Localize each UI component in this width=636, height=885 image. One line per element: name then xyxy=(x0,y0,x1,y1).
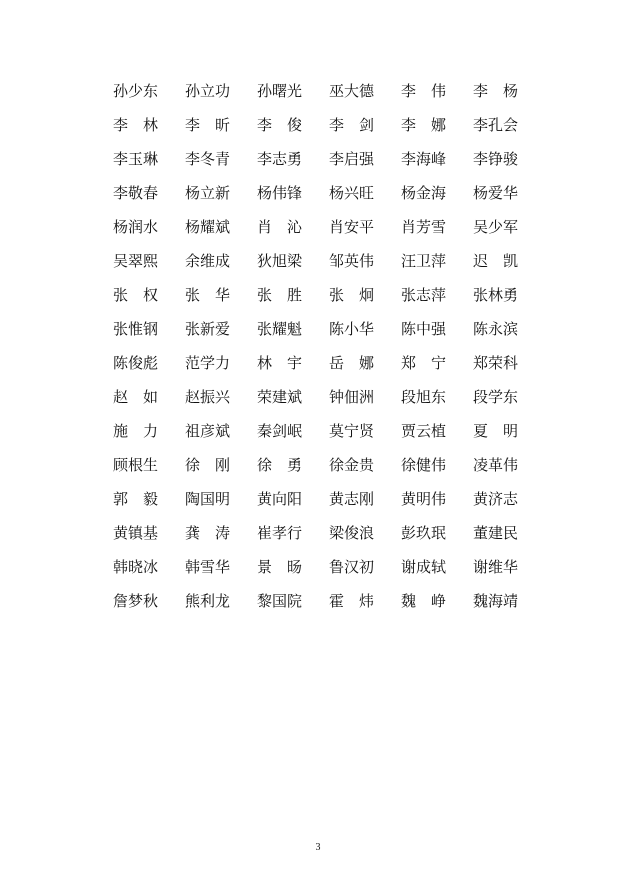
name-entry: 李 剑 xyxy=(329,116,375,134)
name-entry: 邹英伟 xyxy=(329,252,375,270)
name-entry: 韩晓冰 xyxy=(113,558,159,576)
name-entry: 巫大德 xyxy=(329,82,375,100)
name-entry: 张耀魁 xyxy=(257,320,303,338)
name-entry: 孙少东 xyxy=(113,82,159,100)
name-entry: 李 伟 xyxy=(401,82,447,100)
name-entry: 张 胜 xyxy=(257,286,303,304)
name-entry: 李敬春 xyxy=(113,184,159,202)
name-entry: 杨耀斌 xyxy=(185,218,231,236)
name-entry: 肖安平 xyxy=(329,218,375,236)
name-entry: 郑 宁 xyxy=(401,354,447,372)
name-entry: 李 昕 xyxy=(185,116,231,134)
name-entry: 霍 炜 xyxy=(329,592,375,610)
name-list xyxy=(113,79,523,623)
name-entry: 崔孝行 xyxy=(257,524,303,542)
name-entry: 陈永滨 xyxy=(473,320,519,338)
name-entry: 李冬青 xyxy=(185,150,231,168)
name-entry: 龚 涛 xyxy=(185,524,231,542)
name-entry: 杨伟锋 xyxy=(257,184,303,202)
name-entry: 杨爱华 xyxy=(473,184,519,202)
name-entry: 余维成 xyxy=(185,252,231,270)
name-entry: 李铮骏 xyxy=(473,150,519,168)
name-entry: 林 宇 xyxy=(257,354,303,372)
name-entry: 郑荣科 xyxy=(473,354,519,372)
name-entry: 肖 沁 xyxy=(257,218,303,236)
name-entry: 韩雪华 xyxy=(185,558,231,576)
name-entry: 陈中强 xyxy=(401,320,447,338)
name-entry: 徐健伟 xyxy=(401,456,447,474)
name-entry: 李 杨 xyxy=(473,82,519,100)
name-entry: 李孔会 xyxy=(473,116,519,134)
name-entry: 狄旭梁 xyxy=(257,252,303,270)
name-entry: 陈俊彪 xyxy=(113,354,159,372)
name-entry: 李海峰 xyxy=(401,150,447,168)
name-entry: 岳 娜 xyxy=(329,354,375,372)
name-entry: 徐金贵 xyxy=(329,456,375,474)
name-entry: 景 旸 xyxy=(257,558,303,576)
name-entry: 张 华 xyxy=(185,286,231,304)
name-entry: 迟 凯 xyxy=(473,252,519,270)
name-entry: 黄镇基 xyxy=(113,524,159,542)
name-entry: 张新爱 xyxy=(185,320,231,338)
name-entry: 吴少军 xyxy=(473,218,519,236)
name-entry: 李启强 xyxy=(329,150,375,168)
name-entry: 黄向阳 xyxy=(257,490,303,508)
name-entry: 魏 峥 xyxy=(401,592,447,610)
name-entry: 郭 毅 xyxy=(113,490,159,508)
name-entry: 詹梦秋 xyxy=(113,592,159,610)
name-entry: 夏 明 xyxy=(473,422,519,440)
name-entry: 范学力 xyxy=(185,354,231,372)
name-entry: 梁俊浪 xyxy=(329,524,375,542)
name-entry: 顾根生 xyxy=(113,456,159,474)
name-entry: 张惟钢 xyxy=(113,320,159,338)
name-entry: 杨兴旺 xyxy=(329,184,375,202)
name-entry: 李 林 xyxy=(113,116,159,134)
name-entry: 凌革伟 xyxy=(473,456,519,474)
name-entry: 张志萍 xyxy=(401,286,447,304)
name-entry: 荣建斌 xyxy=(257,388,303,406)
name-entry: 段旭东 xyxy=(401,388,447,406)
name-entry: 吴翠熙 xyxy=(113,252,159,270)
name-entry: 陈小华 xyxy=(329,320,375,338)
name-entry: 孙立功 xyxy=(185,82,231,100)
name-entry: 肖芳雪 xyxy=(401,218,447,236)
name-entry: 钟佃洲 xyxy=(329,388,375,406)
name-entry: 陶国明 xyxy=(185,490,231,508)
name-entry: 张 权 xyxy=(113,286,159,304)
name-entry: 段学东 xyxy=(473,388,519,406)
name-entry: 汪卫萍 xyxy=(401,252,447,270)
name-entry: 祖彦斌 xyxy=(185,422,231,440)
name-entry: 张 炯 xyxy=(329,286,375,304)
name-entry: 杨润水 xyxy=(113,218,159,236)
name-entry: 谢维华 xyxy=(473,558,519,576)
page-number: 3 xyxy=(315,842,321,853)
name-entry: 施 力 xyxy=(113,422,159,440)
name-entry: 赵 如 xyxy=(113,388,159,406)
name-entry: 杨金海 xyxy=(401,184,447,202)
name-entry: 黎国院 xyxy=(257,592,303,610)
name-entry: 孙曙光 xyxy=(257,82,303,100)
name-entry: 魏海靖 xyxy=(473,592,519,610)
name-entry: 莫宁贤 xyxy=(329,422,375,440)
name-entry: 赵振兴 xyxy=(185,388,231,406)
name-entry: 秦剑岷 xyxy=(257,422,303,440)
name-entry: 徐 刚 xyxy=(185,456,231,474)
name-entry: 徐 勇 xyxy=(257,456,303,474)
name-entry: 董建民 xyxy=(473,524,519,542)
name-entry: 李 俊 xyxy=(257,116,303,134)
name-entry: 黄明伟 xyxy=(401,490,447,508)
name-entry: 鲁汉初 xyxy=(329,558,375,576)
name-entry: 贾云植 xyxy=(401,422,447,440)
name-entry: 黄济志 xyxy=(473,490,519,508)
name-entry: 彭玖珉 xyxy=(401,524,447,542)
name-entry: 李 娜 xyxy=(401,116,447,134)
name-entry: 黄志刚 xyxy=(329,490,375,508)
name-entry: 熊利龙 xyxy=(185,592,231,610)
name-entry: 李玉琳 xyxy=(113,150,159,168)
name-entry: 谢成轼 xyxy=(401,558,447,576)
name-entry: 杨立新 xyxy=(185,184,231,202)
name-entry: 张林勇 xyxy=(473,286,519,304)
name-entry: 李志勇 xyxy=(257,150,303,168)
